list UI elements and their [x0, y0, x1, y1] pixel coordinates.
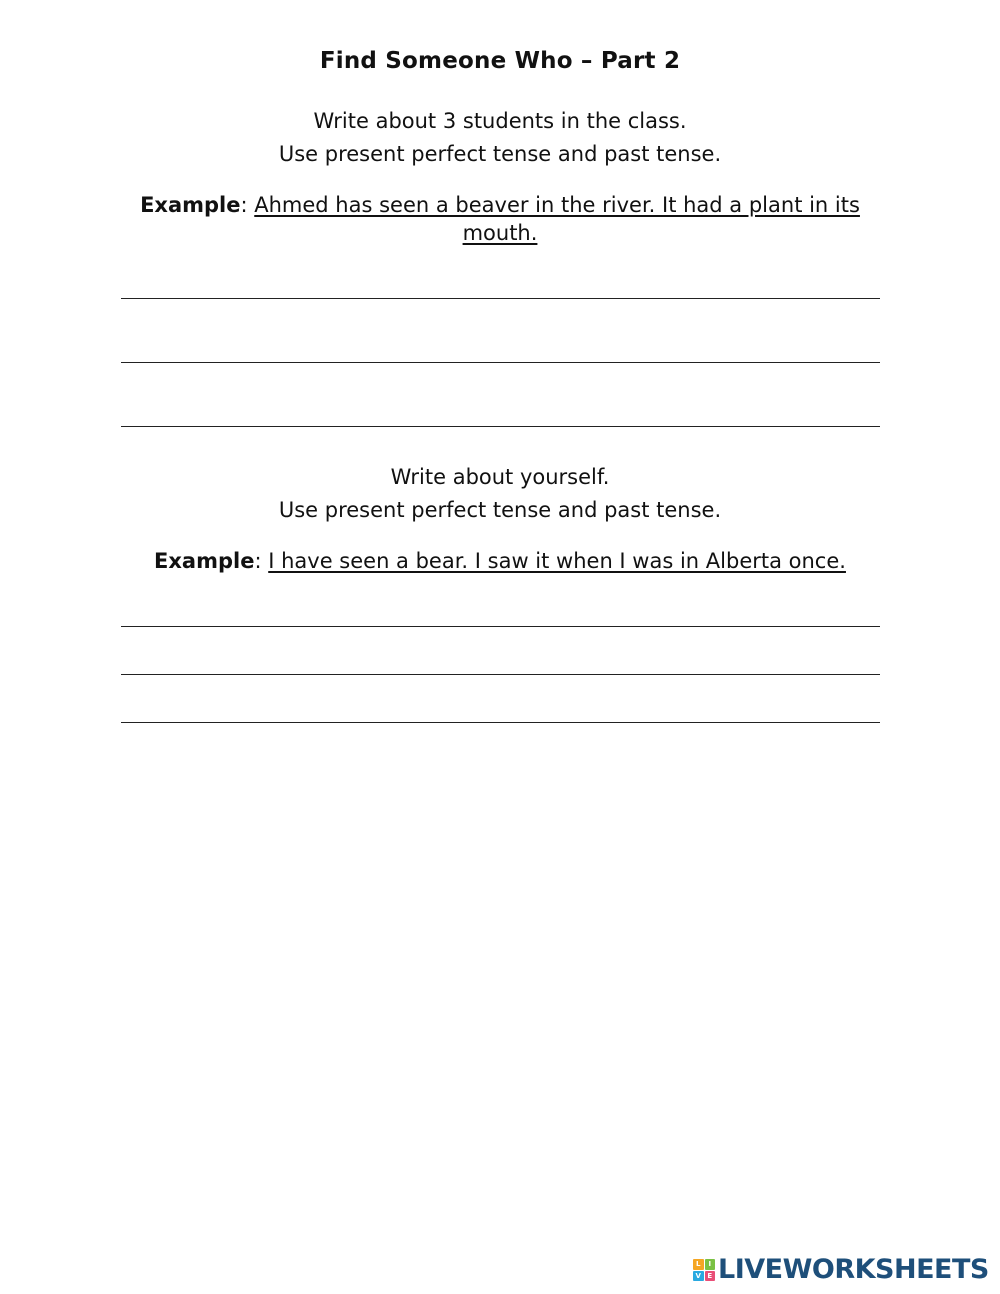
logo-mark-tile-4: E [705, 1271, 716, 1282]
section2-example [120, 547, 880, 575]
section1-example [120, 191, 880, 247]
section2-instruction-line1: Write about yourself. [390, 465, 610, 489]
section2-answer-line-2[interactable] [121, 674, 880, 675]
section1-answer-line-2[interactable] [121, 362, 880, 363]
section2-example-label: Example [154, 549, 255, 573]
liveworksheets-logo [693, 1256, 989, 1284]
page-title: Find Someone Who – Part 2 [319, 48, 681, 74]
section2-instruction-line2: Use present perfect tense and past tense. [278, 498, 722, 522]
logo-mark-tile-3: V [693, 1271, 704, 1282]
section1-instruction-line1: Write about 3 students in the class. [313, 109, 687, 133]
section2-example-separator: : [254, 549, 269, 573]
section2-answer-line-3[interactable] [121, 722, 880, 723]
section1-instruction-line2: Use present perfect tense and past tense. [278, 142, 722, 166]
section1-example-label: Example [140, 193, 241, 217]
section1-answer-line-1[interactable] [121, 298, 880, 299]
section2-example-text: I have seen a bear. I saw it when I was in Alberta once. [268, 549, 846, 573]
section2-answer-line-1[interactable] [121, 626, 880, 627]
section1-example-separator: : [240, 193, 255, 217]
section1-example-text: Ahmed has seen a beaver in the river. It had a plant in its mouth. [254, 193, 860, 245]
liveworksheets-logo-icon [693, 1259, 715, 1281]
section1-answer-line-3[interactable] [121, 426, 880, 427]
liveworksheets-logo-text: LIVEWORKSHEETS [718, 1254, 989, 1285]
logo-mark-tile-1: L [693, 1259, 704, 1270]
logo-mark-tile-2: I [705, 1259, 716, 1270]
